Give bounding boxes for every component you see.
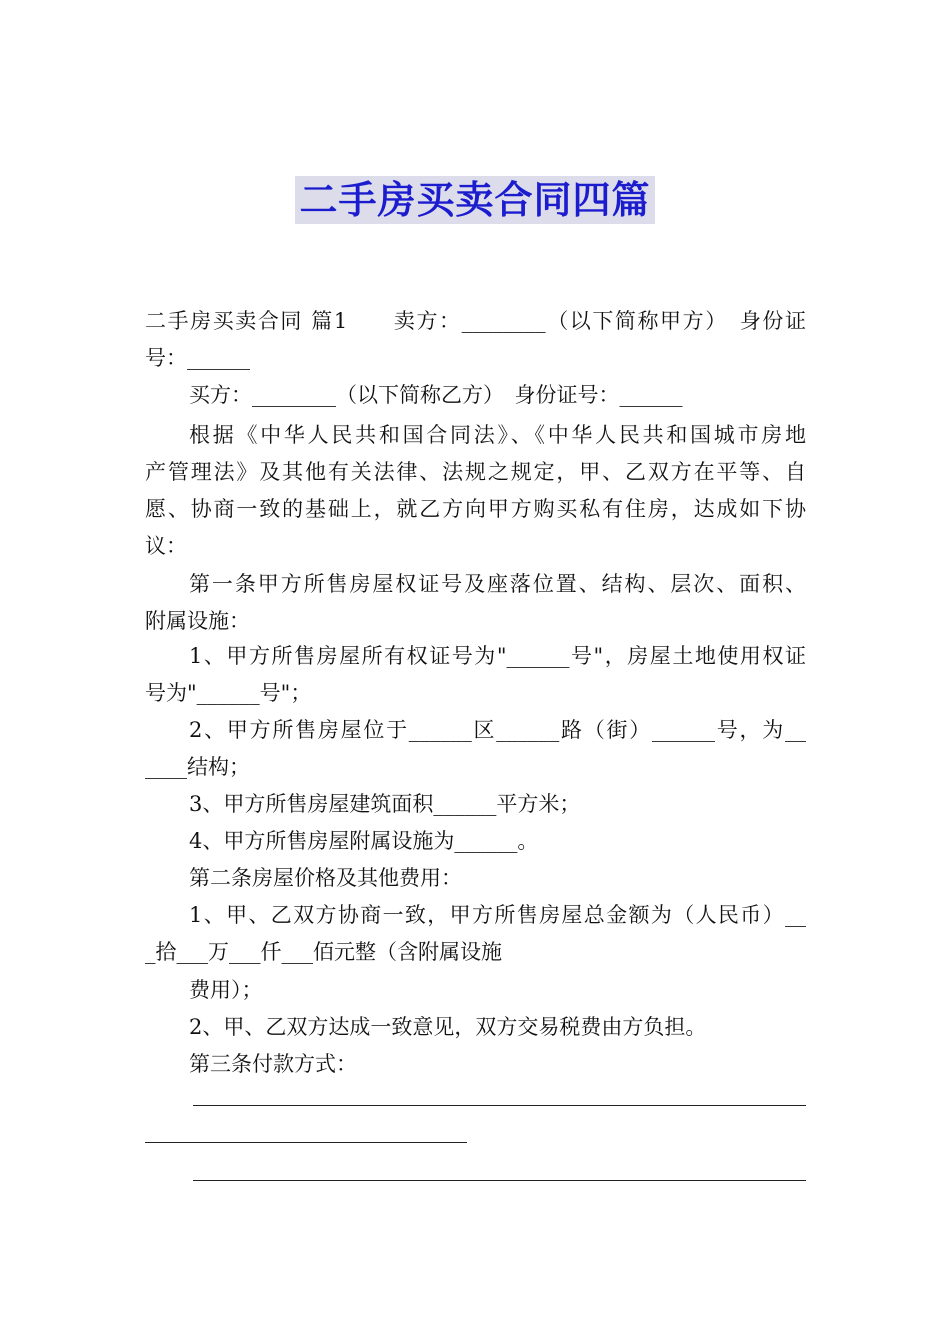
- paragraph-line: 号：______: [145, 346, 250, 370]
- paragraph-line: 3、甲方所售房屋建筑面积______平方米；: [189, 792, 581, 816]
- paragraph-line: 第一条甲方所售房屋权证号及座落位置、结构、层次、面积、: [189, 572, 806, 596]
- paragraph-line: 二手房买卖合同 篇1 卖方：________（以下简称甲方） 身份证: [145, 309, 806, 333]
- blank-fill-line: [193, 1180, 806, 1181]
- paragraph-line: 费用）；: [189, 978, 263, 1002]
- paragraph-line: _拾___万___仟___佰元整（含附属设施: [145, 940, 502, 964]
- paragraph-line: 第二条房屋价格及其他费用：: [189, 866, 462, 890]
- paragraph-line: 根据《中华人民共和国合同法》、《中华人民共和国城市房地: [189, 423, 806, 447]
- paragraph-line: 产管理法》及其他有关法律、法规之规定，甲、乙双方在平等、自: [145, 460, 806, 484]
- blank-fill-line: [145, 1142, 467, 1143]
- paragraph-line: 2、甲方所售房屋位于______区______路（街）______号，为__: [189, 718, 806, 742]
- blank-fill-line: [193, 1105, 806, 1106]
- paragraph-line: 愿、协商一致的基础上，就乙方向甲方购买私有住房，达成如下协: [145, 497, 806, 521]
- paragraph-line: 买方：________（以下简称乙方） 身份证号：______: [189, 383, 683, 407]
- paragraph-line: 号为"______号"；: [145, 681, 312, 705]
- paragraph-line: 1、甲、乙双方协商一致，甲方所售房屋总金额为（人民币）__: [189, 903, 806, 927]
- paragraph-line: 附属设施：: [145, 609, 250, 633]
- document-title: 二手房买卖合同四篇: [295, 176, 654, 224]
- paragraph-line: 1、甲方所售房屋所有权证号为"______号"，房屋土地使用权证: [189, 644, 806, 668]
- paragraph-line: 2、甲、乙双方达成一致意见，双方交易税费由方负担。: [189, 1015, 707, 1039]
- title-wrap: [0, 176, 950, 224]
- paragraph-line: 第三条付款方式：: [189, 1052, 357, 1076]
- paragraph-line: 议：: [145, 534, 187, 558]
- paragraph-line: 4、甲方所售房屋附属设施为______。: [189, 829, 539, 853]
- paragraph-line: ____结构；: [145, 755, 250, 779]
